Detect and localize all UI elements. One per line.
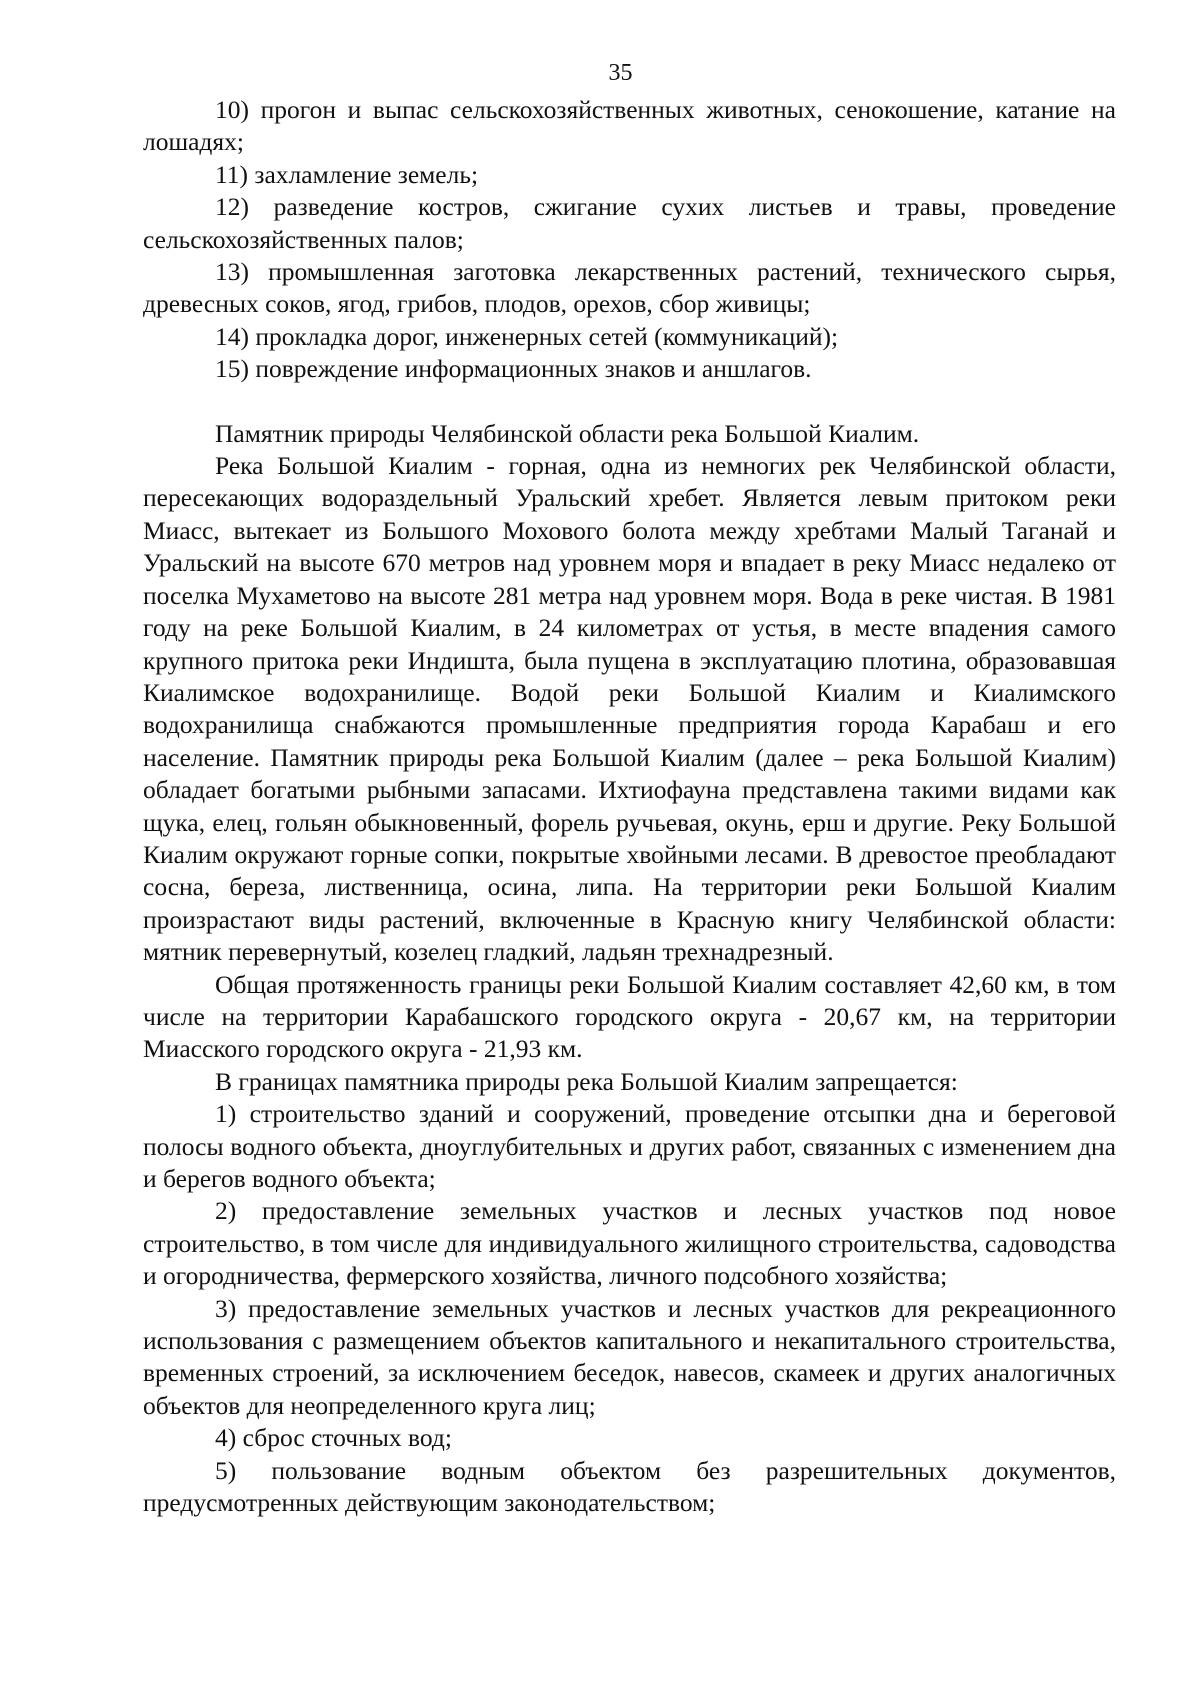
page-number: 35 [608, 60, 633, 86]
prohibition-item-2: 2) предоставление земельных участков и лесных участков под новое строительство, в том числе для индивидуального жилищного строительства, садоводства и огородничества, фермерского хозяйства, личного подсобного хозяйства; [143, 1196, 1116, 1291]
list-item-14: 14) прокладка дорог, инженерных сетей (коммуникаций); [215, 321, 839, 351]
prohibition-item-5: 5) пользование водным объектом без разрешительных документов, предусмотренных действующим законодательством; [143, 1455, 1116, 1518]
list-item-11: 11) захламление земель; [215, 159, 479, 189]
river-description-paragraph: Река Большой Киалим - горная, одна из немногих рек Челябинской области, пересекающих водораздельный Уральский хребет. Является левым притоком реки Миасс, вытекает из Большого Мохового болота между хребтами Малый Таганай и Уральский на высоте 670 метров над уровнем моря и впадает в реку Миасс недалеко от поселка Мухаметово на высоте 281 метра над уровнем моря. Вода в реке чистая. В 1981 году на реке Большой Киалим, в 24 километрах от устья, в месте впадения самого крупного притока реки Индишта, была пущена в эксплуатацию плотина, образовавшая Киалимское водохранилище. Водой реки Большой Киалим и Киалимского водохранилища снабжаются промышленные предприятия города Карабаш и его население. Памятник природы река Большой Киалим (далее – река Большой Киалим) обладает богатыми рыбными запасами. Ихтиофауна представлена такими видами как щука, елец, гольян обыкновенный, форель ручьевая, окунь, ерш и другие. Реку Большой Киалим окружают горные сопки, покрытые хвойными лесами. В древостое преобладают сосна, береза, лиственница, осина, липа. На территории реки Большой Киалим произрастают виды растений, включенные в Красную книгу Челябинской области: мятник перевернутый, козелец гладкий, ладьян трехнадрезный. [143, 451, 1116, 967]
boundary-length-paragraph: Общая протяженность границы реки Большой Киалим составляет 42,60 км, в том числе на территории Карабашского городского округа - 20,67 км, на территории Миасского городского округа - 21,93 км. [143, 969, 1116, 1064]
section-heading: Памятник природы Челябинской области река Большой Киалим. [215, 418, 920, 448]
list-item-10: 10) прогон и выпас сельскохозяйственных животных, сенокошение, катание на лошадях; [143, 95, 1116, 157]
prohibition-item-4: 4) сброс сточных вод; [215, 1423, 452, 1453]
prohibition-item-3: 3) предоставление земельных участков и лесных участков для рекреационного использования с размещением объектов капитального и некапитального строительства, временных строений, за исключением беседок, навесов, скамеек и других аналогичных объектов для неопределенного круга лиц; [143, 1293, 1116, 1420]
document-page [143, 60, 1116, 1519]
list-item-12: 12) разведение костров, сжигание сухих листьев и травы, проведение сельскохозяйственных палов; [143, 192, 1116, 254]
list-item-13: 13) промышленная заготовка лекарственных растений, технического сырья, древесных соков, ягод, грибов, плодов, орехов, сбор живицы; [143, 257, 1116, 319]
list-item-15: 15) повреждение информационных знаков и аншлагов. [215, 354, 812, 384]
prohibitions-intro: В границах памятника природы река Большой Киалим запрещается: [215, 1066, 958, 1096]
prohibition-item-1: 1) строительство зданий и сооружений, проведение отсыпки дна и береговой полосы водного объекта, дноуглубительных и других работ, связанных с изменением дна и берегов водного объекта; [143, 1099, 1116, 1193]
